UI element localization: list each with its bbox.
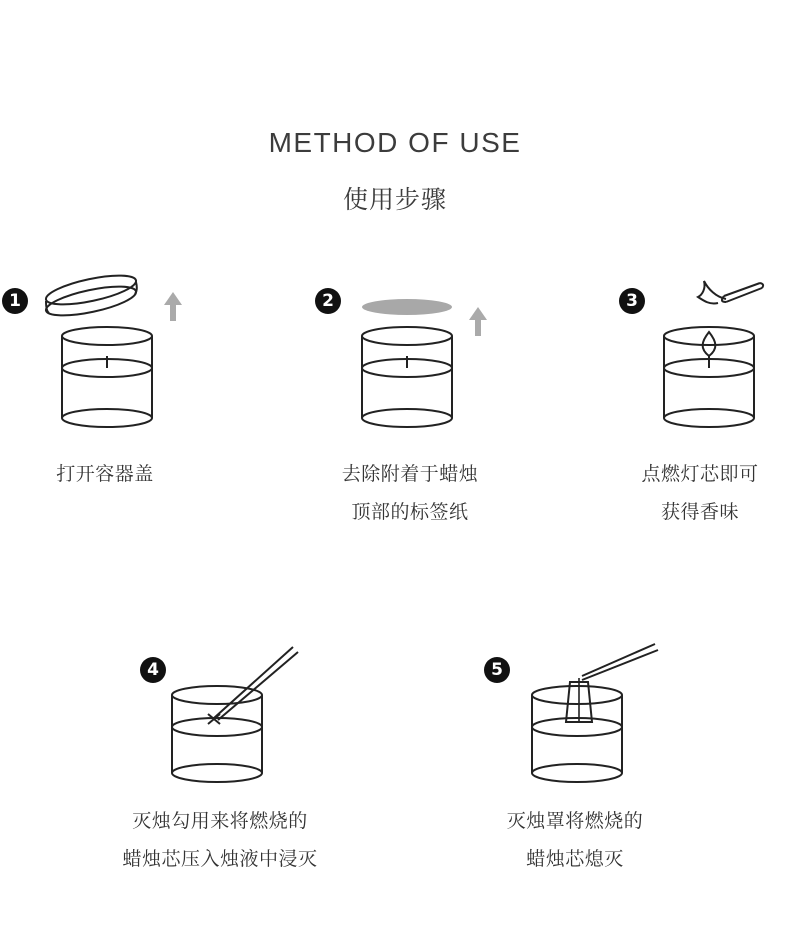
candle-jar-icon	[362, 327, 452, 427]
step-4-illustration	[150, 640, 320, 790]
candle-jar-icon	[532, 686, 622, 782]
step-3-caption-line: 点燃灯芯即可	[641, 463, 759, 485]
up-arrow-icon	[164, 292, 182, 321]
match-icon	[698, 281, 763, 304]
step-1-badge: 1	[2, 288, 28, 314]
step-5-badge: 5	[484, 657, 510, 683]
candle-jar-icon	[62, 327, 152, 427]
up-arrow-icon	[469, 307, 487, 336]
step-5-caption-line: 灭烛罩将燃烧的	[506, 810, 644, 832]
candle-jar-icon	[172, 686, 262, 782]
page-subtitle: 使用步骤	[342, 185, 447, 214]
candle-jar-icon	[664, 327, 754, 427]
step-3-badge: 3	[619, 288, 645, 314]
step-4-caption	[70, 802, 370, 878]
step-1-caption-line: 打开容器盖	[56, 463, 154, 485]
step-2-badge: 2	[315, 288, 341, 314]
label-paper-icon	[362, 299, 452, 315]
candle-snuffer-icon	[566, 644, 658, 722]
lid-icon	[44, 270, 139, 322]
step-1-caption	[0, 455, 210, 493]
step-3-illustration	[642, 270, 790, 430]
step-2-illustration	[340, 270, 500, 430]
step-5-caption	[460, 802, 690, 878]
step-2-caption	[300, 455, 520, 531]
step-3-caption	[605, 455, 790, 531]
step-5-illustration	[510, 640, 680, 790]
step-4-caption-line: 灭烛勾用来将燃烧的	[132, 810, 308, 832]
page-title: METHOD OF USE	[268, 127, 522, 158]
step-1-illustration	[40, 270, 200, 430]
step-4-badge: 4	[140, 657, 166, 683]
step-5-caption-line: 蜡烛芯熄灭	[526, 848, 624, 870]
step-3-caption-line: 获得香味	[660, 501, 739, 523]
step-2-caption-line: 去除附着于蜡烛	[341, 463, 479, 485]
step-4-caption-line: 蜡烛芯压入烛液中浸灭	[122, 848, 318, 870]
step-2-caption-line: 顶部的标签纸	[351, 501, 469, 523]
